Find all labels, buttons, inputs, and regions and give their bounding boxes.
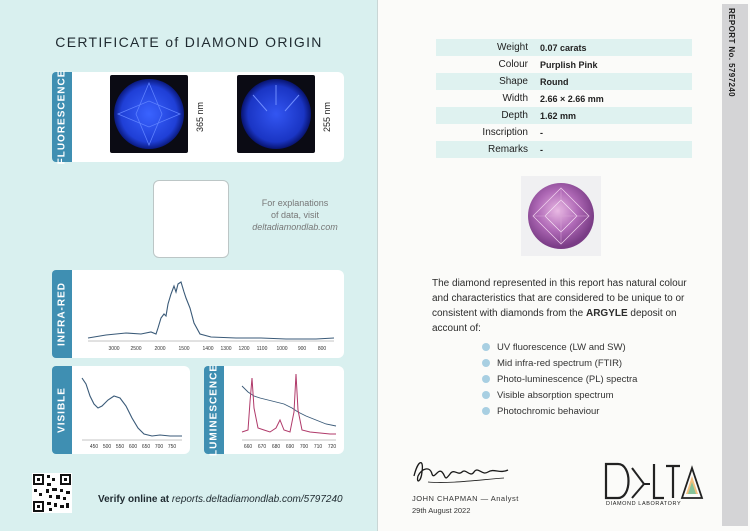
qr-code[interactable] <box>32 473 72 513</box>
visible-spectrum <box>80 372 184 442</box>
vis-tick: 550 <box>115 444 125 450</box>
lum-tick: 660 <box>243 444 253 450</box>
analyst-name: JOHN CHAPMAN — Analyst <box>412 494 519 503</box>
description-part2: deposit on account of: <box>432 308 677 334</box>
diamond-photo <box>521 176 601 256</box>
deposit-name: ARGYLE <box>585 308 628 319</box>
lum-tick: 720 <box>327 444 337 450</box>
ir-tick: 1200 <box>238 346 250 352</box>
blank-frame <box>153 180 229 258</box>
luminescence-label: LUMINESCENCE <box>208 363 220 457</box>
list-item: Mid infra-red spectrum (FTIR) <box>482 355 637 371</box>
list-item: Visible absorption spectrum <box>482 387 637 403</box>
ir-tick: 800 <box>317 346 327 352</box>
spec-key: Width <box>502 93 528 104</box>
report-number: REPORT No. 5797240 <box>727 8 736 98</box>
spec-row <box>436 73 692 90</box>
certificate-title: CERTIFICATE of DIAMOND ORIGIN <box>55 34 323 50</box>
list-item: Photo-luminescence (PL) spectra <box>482 371 637 387</box>
explanation-note <box>240 197 350 233</box>
spec-table <box>436 39 692 158</box>
spec-row <box>436 90 692 107</box>
spec-key: Shape <box>499 76 528 87</box>
verify-prefix: Verify online at <box>98 494 170 505</box>
uv-caption-365: 365 nm <box>195 101 205 132</box>
uv-caption-255: 255 nm <box>322 101 332 132</box>
description-part1: The diamond represented in this report has natural colour and characteristics that are considered to be unique to or consistent with diamonds from the <box>432 278 687 319</box>
visible-label: VISIBLE <box>56 387 68 433</box>
luminescence-tab <box>204 363 224 457</box>
fluorescence-label: FLUORESCENCE <box>56 69 68 165</box>
ir-tick: 900 <box>297 346 307 352</box>
explanation-line2: of data, visit <box>270 210 320 220</box>
luminescence-spectrum <box>240 372 338 442</box>
ir-tick: 1100 <box>256 346 268 352</box>
spec-value: Purplish Pink <box>540 59 598 70</box>
spec-row <box>436 56 692 73</box>
vis-tick: 450 <box>89 444 99 450</box>
bullet-dot-icon <box>482 407 490 415</box>
ir-tick: 2500 <box>130 346 142 352</box>
spec-key: Remarks <box>487 144 528 155</box>
spec-value: 1.62 mm <box>540 110 577 121</box>
analyst-date: 29th August 2022 <box>412 506 471 515</box>
ir-tick: 1000 <box>276 346 288 352</box>
spec-key: Inscription <box>482 127 528 138</box>
fluorescence-tab <box>52 69 72 165</box>
verify-url[interactable]: reports.deltadiamondlab.com/5797240 <box>171 494 343 505</box>
ir-tick: 1400 <box>202 346 214 352</box>
spec-value: - <box>540 127 543 138</box>
ir-tick: 1500 <box>178 346 190 352</box>
lum-tick: 680 <box>271 444 281 450</box>
infrared-spectrum <box>86 278 336 344</box>
vis-tick: 700 <box>154 444 164 450</box>
origin-description <box>432 276 694 336</box>
lum-tick: 670 <box>257 444 267 450</box>
spec-value: 2.66 × 2.66 mm <box>540 93 604 104</box>
vis-tick: 500 <box>102 444 112 450</box>
spec-key: Weight <box>497 42 528 53</box>
ir-tick: 3000 <box>108 346 120 352</box>
explanation-line1: For explanations <box>261 198 329 208</box>
bullet-dot-icon <box>482 391 490 399</box>
vis-tick: 650 <box>141 444 151 450</box>
infrared-tab <box>52 270 72 358</box>
list-item: Photochromic behaviour <box>482 403 637 419</box>
list-item: UV fluorescence (LW and SW) <box>482 339 637 355</box>
ir-tick: 2000 <box>154 346 166 352</box>
spec-key: Colour <box>498 59 528 70</box>
visible-tab <box>52 366 72 454</box>
spec-row <box>436 124 692 141</box>
vis-tick: 600 <box>128 444 138 450</box>
explanation-site[interactable]: deltadiamondlab.com <box>252 222 338 232</box>
lum-tick: 700 <box>299 444 309 450</box>
infrared-label: INFRA-RED <box>56 282 68 346</box>
spec-row <box>436 107 692 124</box>
bullet-dot-icon <box>482 343 490 351</box>
evidence-list <box>482 339 637 419</box>
spec-row <box>436 39 692 56</box>
bullet-dot-icon <box>482 359 490 367</box>
lum-tick: 710 <box>313 444 323 450</box>
spec-key: Depth <box>501 110 528 121</box>
spec-value: Round <box>540 76 569 87</box>
ir-tick: 1300 <box>220 346 232 352</box>
spec-row <box>436 141 692 158</box>
lum-tick: 690 <box>285 444 295 450</box>
bullet-dot-icon <box>482 375 490 383</box>
verify-line <box>98 494 343 505</box>
vis-tick: 750 <box>167 444 177 450</box>
analyst-signature <box>408 454 516 488</box>
spec-value: - <box>540 144 543 155</box>
spec-value: 0.07 carats <box>540 42 587 53</box>
logo-subtitle: DIAMOND LABORATORY <box>606 501 682 507</box>
uv-image-255 <box>237 75 315 153</box>
uv-image-365 <box>110 75 188 153</box>
